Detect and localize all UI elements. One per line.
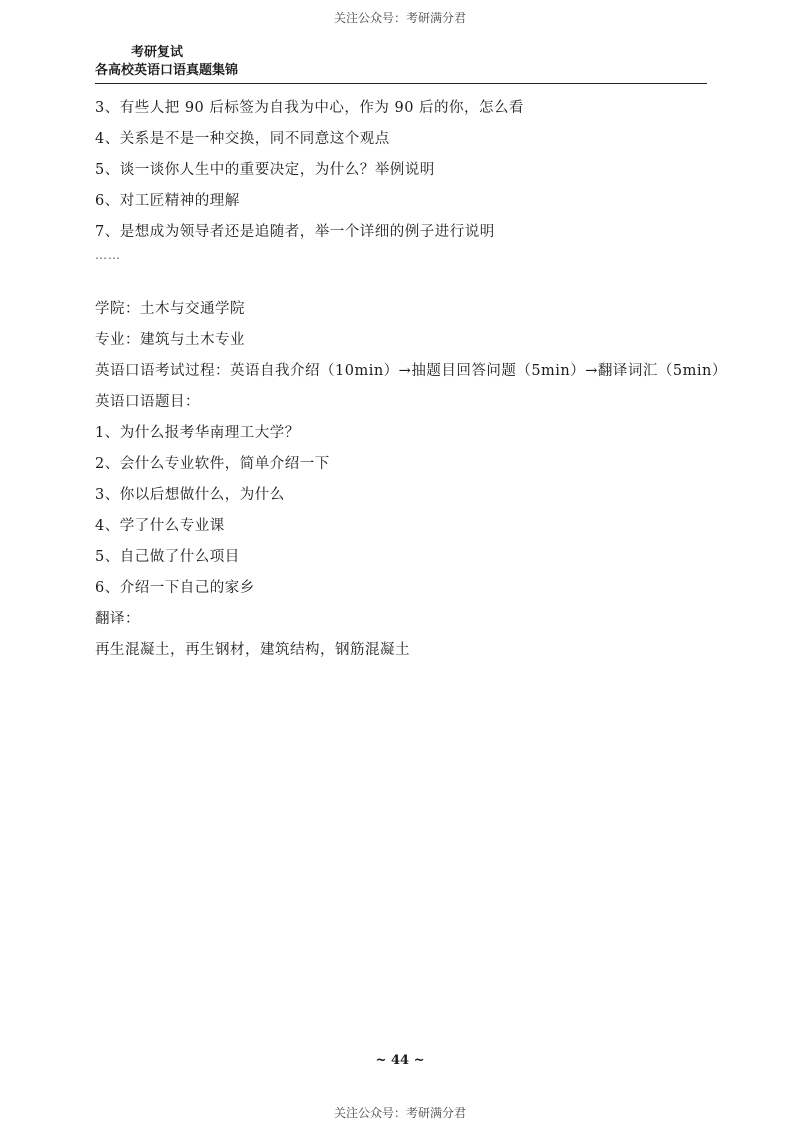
question-item: 7、是想成为领导者还是追随者，举一个详细的例子进行说明 <box>95 224 495 240</box>
question-item: 1、为什么报考华南理工大学？ <box>95 425 300 441</box>
ellipsis: …… <box>95 248 121 262</box>
top-watermark: 关注公众号：考研满分君 <box>333 11 466 25</box>
question-item: 4、关系是不是一种交换，同不同意这个观点 <box>95 131 390 147</box>
document-body <box>95 93 727 666</box>
translation-heading: 翻译： <box>95 611 140 627</box>
question-item: 5、谈一谈你人生中的重要决定，为什么？举例说明 <box>95 162 435 178</box>
question-item: 3、有些人把 90 后标签为自我为中心，作为 90 后的你，怎么看 <box>95 100 525 116</box>
questions-heading: 英语口语题目： <box>95 394 200 410</box>
header-subtitle: 各高校英语口语真题集锦 <box>95 63 239 78</box>
section-gap <box>95 272 715 294</box>
question-item: 2、会什么专业软件，简单介绍一下 <box>95 456 330 472</box>
exam-process-line: 英语口语考试过程：英语自我介绍（10min）→抽题目回答问题（5min）→翻译词汇（5min） <box>95 363 727 379</box>
page-header <box>95 44 705 80</box>
page-number: ~ 44 ~ <box>375 1053 425 1068</box>
header-title: 考研复试 <box>131 45 184 60</box>
major-line: 专业：建筑与土木专业 <box>95 332 245 348</box>
bottom-watermark: 关注公众号：考研满分君 <box>333 1106 466 1120</box>
header-divider <box>95 83 707 84</box>
question-item: 5、自己做了什么项目 <box>95 549 240 565</box>
question-item: 6、对工匠精神的理解 <box>95 193 240 209</box>
translation-terms: 再生混凝土，再生钢材，建筑结构，钢筋混凝土 <box>95 642 410 658</box>
question-item: 4、学了什么专业课 <box>95 518 225 534</box>
question-item: 3、你以后想做什么，为什么 <box>95 487 285 503</box>
college-line: 学院：土木与交通学院 <box>95 301 245 317</box>
question-item: 6、介绍一下自己的家乡 <box>95 580 255 596</box>
